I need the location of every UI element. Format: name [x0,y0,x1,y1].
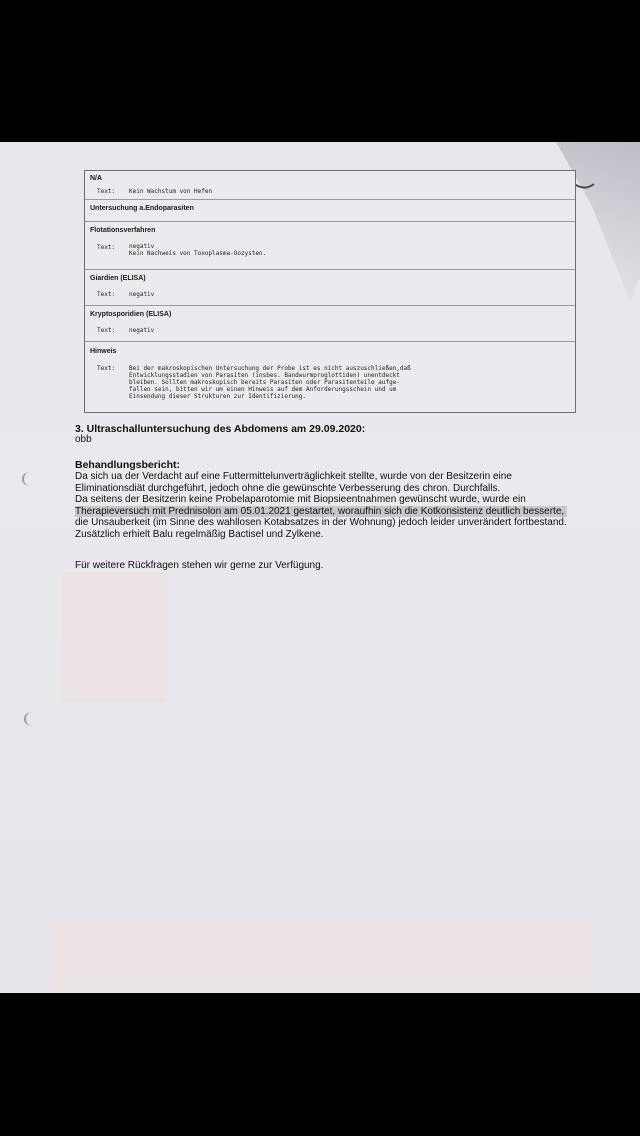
text-value: negativ [129,243,155,250]
hinweis-line: fallen sein, bitten wir um einen Hinweis auf dem Anforderungsschein und um [129,386,397,393]
text-label: Text: [97,327,116,334]
hinweis-line: Bei der makroskopischen Untersuchung der Probe ist es nicht auszuschließen,daß [129,365,411,372]
section-title-hinweis: Hinweis [90,348,117,355]
section-title-kryptosporidien: Kryptosporidien (ELISA) [90,311,172,318]
ultrasound-result: obb [75,434,92,445]
text-value: negativ [129,327,155,334]
row-endoparasiten [85,199,575,222]
hinweis-line: Entwicklungsstadien von Parasiten (insbes. Bandwurmproglottiden) unentdeckt [129,372,400,379]
bericht-paragraph [75,471,567,541]
row-na [85,171,575,200]
punch-hole-mark [24,712,40,726]
row-giardien [85,269,575,306]
hinweis-line: Einsendung dieser Strukturen zur Identifizierung. [129,393,307,400]
bericht-line: die Unsauberkeit (im Sinne des wahllosen Kotabsatzes in der Wohnung) jedoch leider unverändert fortbestand. [75,517,567,529]
lab-results-table [84,170,576,413]
redacted-footer-block [52,925,593,991]
bericht-line-highlighted: Therapieversuch mit Prednisolon am 05.01.2021 gestartet, woraufhin sich die Kotkonsistenz deutlich besserte, [75,506,567,518]
document-page [0,142,640,993]
redacted-signature-block [62,572,167,702]
section-title-na: N/A [90,175,103,182]
bericht-line: Da sich ua der Verdacht auf eine Futtermittelunverträglichkeit stellte, wurde von der Besitzerin eine [75,471,512,482]
text-value: Kein Wachstum von Hefen [129,188,213,195]
hinweis-line: bleiben. Sollten makroskopisch bereits Parasiten oder Parasitenteile aufge- [129,379,400,386]
text-label: Text: [97,188,116,195]
row-flotation [85,221,575,270]
bericht-heading: Behandlungsbericht: [75,459,181,471]
bericht-line: Da seitens der Besitzerin keine Probelaparotomie mit Biopsieentnahmen gewünscht wurde, wurde ein [75,494,526,506]
text-label: Text: [97,244,116,251]
section-title-giardien: Giardien (ELISA) [90,275,146,282]
ultrasound-heading: 3. Ultraschalluntersuchung des Abdomens am 29.09.2020: [75,423,366,435]
text-value: Kein Nachweis von Toxoplasma-Oozysten. [129,250,267,257]
bericht-line: Eliminationsdiät durchgeführt, jedoch ohne die gewünschte Verbesserung des chron. Durchfalls. [75,482,501,494]
bericht-line: Zusätzlich erhielt Balu regelmäßig Bactisel und Zylkene. [75,528,324,540]
text-label: Text: [97,365,116,372]
text-value: negativ [129,291,155,298]
hinweis-text [129,365,411,400]
row-hinweis [85,341,575,411]
closing-sentence: Für weitere Rückfragen stehen wir gerne zur Verfügung. [75,560,324,571]
section-title-flotation: Flotationsverfahren [90,227,156,234]
row-kryptosporidien [85,305,575,342]
punch-hole-mark [22,472,38,486]
text-label: Text: [97,291,116,298]
section-title-endoparasiten: Untersuchung a.Endoparasiten [90,205,194,212]
